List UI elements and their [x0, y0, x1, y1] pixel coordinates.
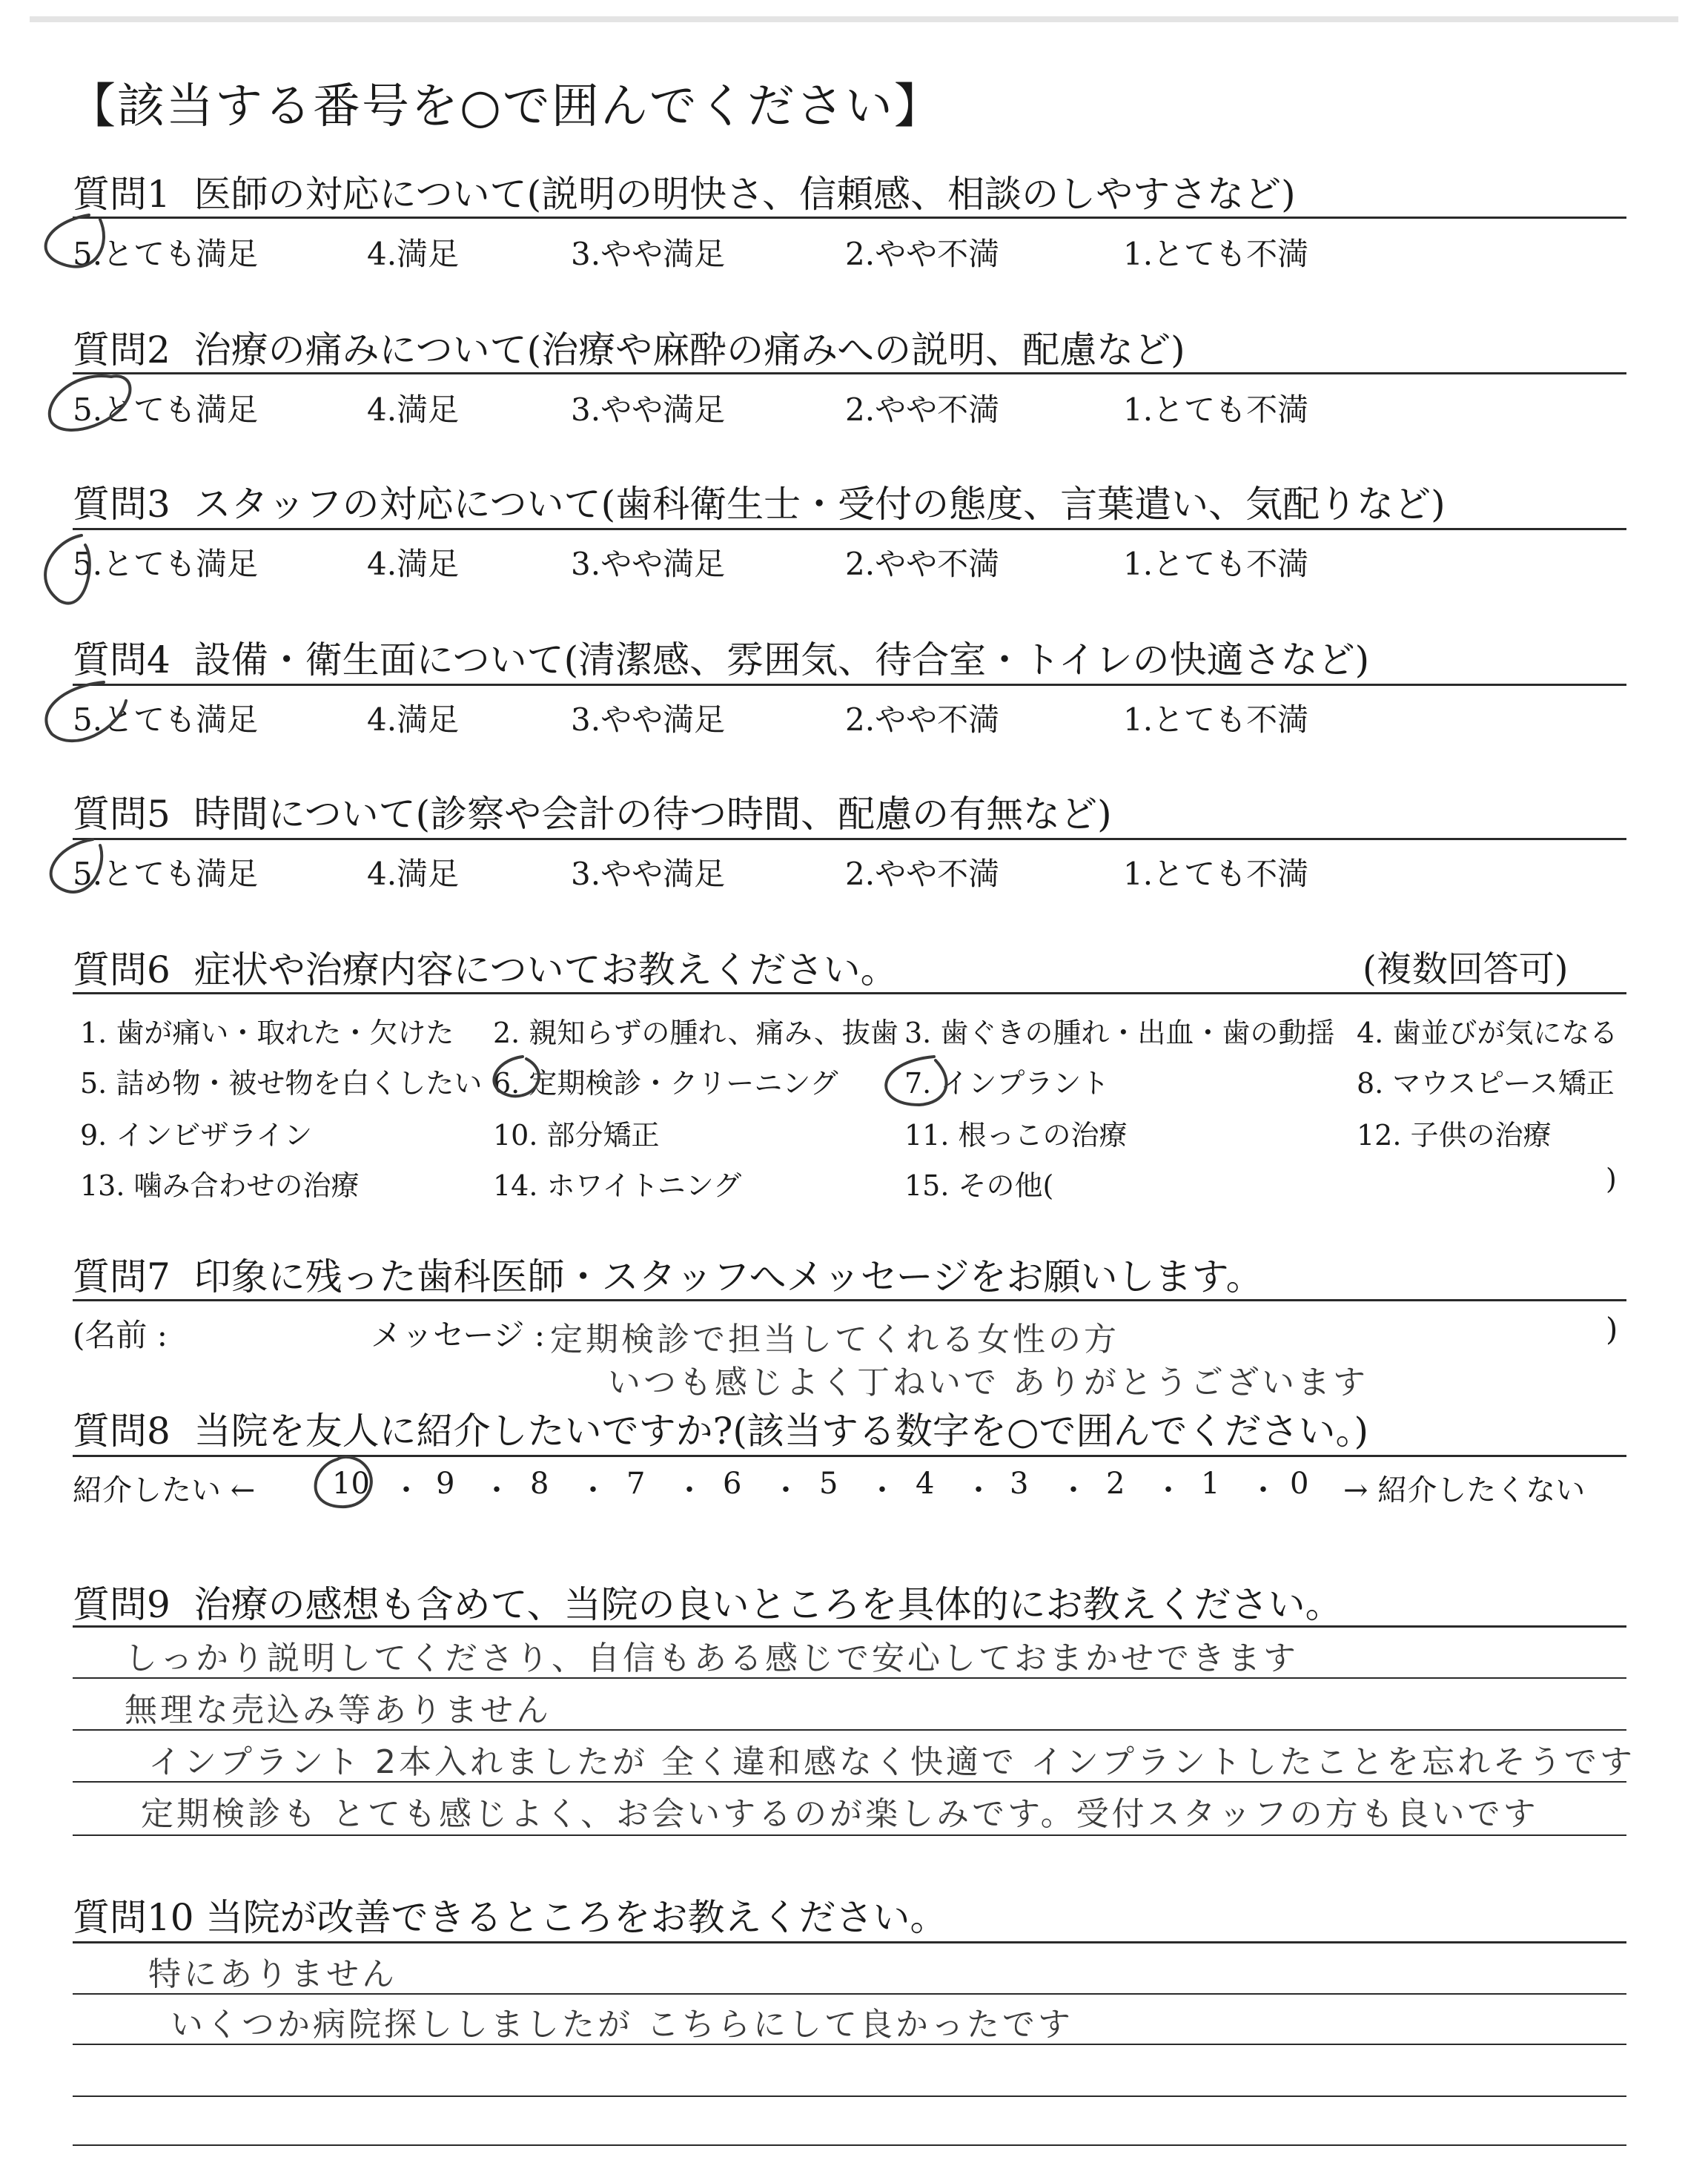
scale-option-0[interactable]: 0 — [1290, 1467, 1309, 1501]
q5-option-2[interactable]: 2.やや不満 — [845, 856, 1000, 892]
question-label: 質問6 — [73, 948, 171, 991]
q1-option-4[interactable]: 4.満足 — [367, 236, 460, 272]
divider — [73, 838, 1626, 840]
question-5 — [73, 785, 1112, 838]
divider — [73, 1299, 1626, 1301]
q2-option-1[interactable]: 1.とても不満 — [1123, 392, 1309, 428]
q3-option-5[interactable]: 5.とても満足 — [73, 546, 259, 582]
scale-option-2[interactable]: 2 — [1106, 1467, 1125, 1501]
scale-separator: ・ — [771, 1473, 801, 1507]
question-1 — [73, 165, 1296, 218]
scale-option-5[interactable]: 5 — [819, 1467, 838, 1501]
q6-item-14[interactable]: 14. ホワイトニング — [493, 1169, 742, 1202]
scale-option-1[interactable]: 1 — [1201, 1467, 1220, 1501]
question-text: 印象に残った歯科医師・スタッフへメッセージをお願いします。 — [193, 1255, 1263, 1298]
question-text: 症状や治療内容についてお教えください。 — [193, 948, 898, 991]
question-text: 治療の痛みについて(治療や麻酔の痛みへの説明、配慮など) — [193, 328, 1185, 371]
scale-separator: ・ — [1153, 1473, 1183, 1507]
handwritten-message-line-2: いつも感じよく丁ねいで ありがとうございます — [608, 1364, 1368, 1401]
handwritten-good-line-3: インプラント 2本入れましたが 全く違和感なく快適で インプラントしたことを忘れそうです — [148, 1743, 1635, 1781]
question-text: 当院を友人に紹介したいですか?(該当する数字を○で囲んでください。) — [193, 1410, 1369, 1453]
q6-item-3[interactable]: 3. 歯ぐきの腫れ・出血・歯の動揺 — [904, 1017, 1335, 1049]
scale-separator: ・ — [867, 1473, 897, 1507]
q6-item-11[interactable]: 11. 根っこの治療 — [904, 1119, 1128, 1152]
message-label: メッセージ : — [371, 1317, 545, 1353]
answer-line — [73, 1834, 1626, 1836]
question-text: 当院が改善できるところをお教えください。 — [205, 1896, 947, 1939]
q6-item-13[interactable]: 13. 噛み合わせの治療 — [80, 1169, 360, 1202]
scale-left-label: 紹介したい ← — [73, 1473, 256, 1507]
handwritten-good-line-2: 無理な売込み等ありません — [125, 1691, 552, 1729]
question-label: 質問8 — [73, 1410, 171, 1453]
answer-line — [73, 2095, 1626, 2097]
divider — [73, 1455, 1626, 1457]
question-text: スタッフの対応について(歯科衛生士・受付の態度、言葉遣い、気配りなど) — [193, 483, 1446, 526]
question-4 — [73, 630, 1369, 684]
q3-option-4[interactable]: 4.満足 — [367, 546, 460, 582]
scale-separator: ・ — [578, 1473, 608, 1507]
scale-option-9[interactable]: 9 — [436, 1467, 455, 1501]
divider — [73, 372, 1626, 374]
handwritten-good-line-1: しっかり説明してくださり、自信もある感じで安心しておまかせできます — [125, 1639, 1299, 1677]
q6-item-7[interactable]: 7. インプラント — [904, 1067, 1110, 1100]
form-header: 【該当する番号を○で囲んでください】 — [68, 79, 943, 134]
scale-option-7[interactable]: 7 — [626, 1467, 646, 1501]
question-text: 時間について(診察や会計の待つ時間、配慮の有無など) — [193, 793, 1112, 836]
question-label: 質問7 — [73, 1255, 171, 1298]
divider — [73, 217, 1626, 219]
scale-option-3[interactable]: 3 — [1010, 1467, 1029, 1501]
q1-option-3[interactable]: 3.やや満足 — [571, 236, 726, 272]
question-label: 質問4 — [73, 638, 171, 681]
q2-option-5[interactable]: 5.とても満足 — [73, 392, 259, 428]
question-text: 医師の対応について(説明の明快さ、信頼感、相談のしやすさなど) — [193, 173, 1296, 216]
scale-separator: ・ — [964, 1473, 993, 1507]
handwritten-message-line-1: 定期検診で担当してくれる女性の方 — [550, 1321, 1119, 1358]
q3-option-2[interactable]: 2.やや不満 — [845, 546, 1000, 582]
message-close-paren: ) — [1606, 1311, 1618, 1347]
question-text: 設備・衛生面について(清潔感、雰囲気、待合室・トイレの快適さなど) — [193, 638, 1370, 681]
q4-option-2[interactable]: 2.やや不満 — [845, 701, 1000, 738]
question-label: 質問3 — [73, 483, 171, 526]
name-label: (名前 : — [73, 1317, 168, 1353]
divider — [73, 992, 1626, 994]
q4-option-5[interactable]: 5.とても満足 — [73, 701, 259, 738]
q4-option-4[interactable]: 4.満足 — [367, 701, 460, 738]
q3-option-3[interactable]: 3.やや満足 — [571, 546, 726, 582]
q4-option-1[interactable]: 1.とても不満 — [1123, 701, 1309, 738]
q5-option-1[interactable]: 1.とても不満 — [1123, 856, 1309, 892]
divider — [73, 1625, 1626, 1628]
q6-item-6[interactable]: 6. 定期検診・クリーニング — [493, 1067, 838, 1100]
scale-option-8[interactable]: 8 — [530, 1467, 549, 1501]
divider — [73, 1941, 1626, 1943]
question-label: 質問9 — [73, 1583, 171, 1626]
q6-item-1[interactable]: 1. 歯が痛い・取れた・欠けた — [80, 1017, 454, 1049]
question-9 — [73, 1575, 1343, 1628]
question-6 — [73, 940, 898, 994]
q1-option-5[interactable]: 5.とても満足 — [73, 236, 259, 272]
scale-separator: ・ — [391, 1473, 421, 1507]
question-label: 質問1 — [73, 173, 171, 216]
q6-item-4[interactable]: 4. 歯並びが気になる — [1357, 1017, 1618, 1049]
scale-separator: ・ — [1248, 1473, 1278, 1507]
question-label: 質問5 — [73, 793, 171, 836]
scale-separator: ・ — [482, 1473, 512, 1507]
multiple-answers-note: (複数回答可) — [1363, 948, 1569, 990]
scale-option-6[interactable]: 6 — [723, 1467, 742, 1501]
scale-option-4[interactable]: 4 — [916, 1467, 935, 1501]
q1-option-1[interactable]: 1.とても不満 — [1123, 236, 1309, 272]
q5-option-3[interactable]: 3.やや満足 — [571, 856, 726, 892]
q1-option-2[interactable]: 2.やや不満 — [845, 236, 1000, 272]
q2-option-4[interactable]: 4.満足 — [367, 392, 460, 428]
question-label: 質問2 — [73, 328, 171, 371]
q6-item-5[interactable]: 5. 詰め物・被せ物を白くしたい — [80, 1067, 483, 1100]
q4-option-3[interactable]: 3.やや満足 — [571, 701, 726, 738]
q6-item-15[interactable]: 15. その他( — [904, 1169, 1054, 1202]
q6-item-2[interactable]: 2. 親知らずの腫れ、痛み、抜歯 — [493, 1017, 898, 1049]
question-2 — [73, 320, 1185, 374]
scale-separator: ・ — [675, 1473, 704, 1507]
handwritten-improve-line-2: いくつか病院探ししましたが こちらにして良かったです — [171, 2006, 1073, 2044]
question-label: 質問10 — [73, 1896, 194, 1939]
q3-option-1[interactable]: 1.とても不満 — [1123, 546, 1309, 582]
answer-line — [73, 2144, 1626, 2146]
question-text: 治療の感想も含めて、当院の良いところを具体的にお教えください。 — [193, 1583, 1343, 1626]
handwritten-improve-line-1: 特にありません — [148, 1955, 397, 1993]
question-10 — [73, 1888, 947, 1941]
divider — [73, 528, 1626, 530]
q6-item-15-close: ) — [1606, 1163, 1617, 1195]
scale-separator: ・ — [1059, 1473, 1088, 1507]
scale-right-label: → 紹介したくない — [1343, 1473, 1586, 1507]
q2-option-3[interactable]: 3.やや満足 — [571, 392, 726, 428]
question-7 — [73, 1247, 1263, 1301]
scale-option-10[interactable]: 10 — [332, 1467, 370, 1501]
q2-option-2[interactable]: 2.やや不満 — [845, 392, 1000, 428]
q5-option-5[interactable]: 5.とても満足 — [73, 856, 259, 892]
page-top-edge — [30, 16, 1678, 22]
q6-item-9[interactable]: 9. インビザライン — [80, 1119, 313, 1152]
divider — [73, 684, 1626, 686]
q5-option-4[interactable]: 4.満足 — [367, 856, 460, 892]
q6-item-8[interactable]: 8. マウスピース矯正 — [1357, 1067, 1615, 1100]
q6-item-12[interactable]: 12. 子供の治療 — [1357, 1119, 1552, 1152]
handwritten-good-line-4: 定期検診も とても感じよく、お会いするのが楽しみです。受付スタッフの方も良いです — [141, 1795, 1539, 1833]
question-3 — [73, 475, 1446, 528]
q6-item-10[interactable]: 10. 部分矯正 — [493, 1119, 660, 1152]
question-8 — [73, 1401, 1368, 1455]
